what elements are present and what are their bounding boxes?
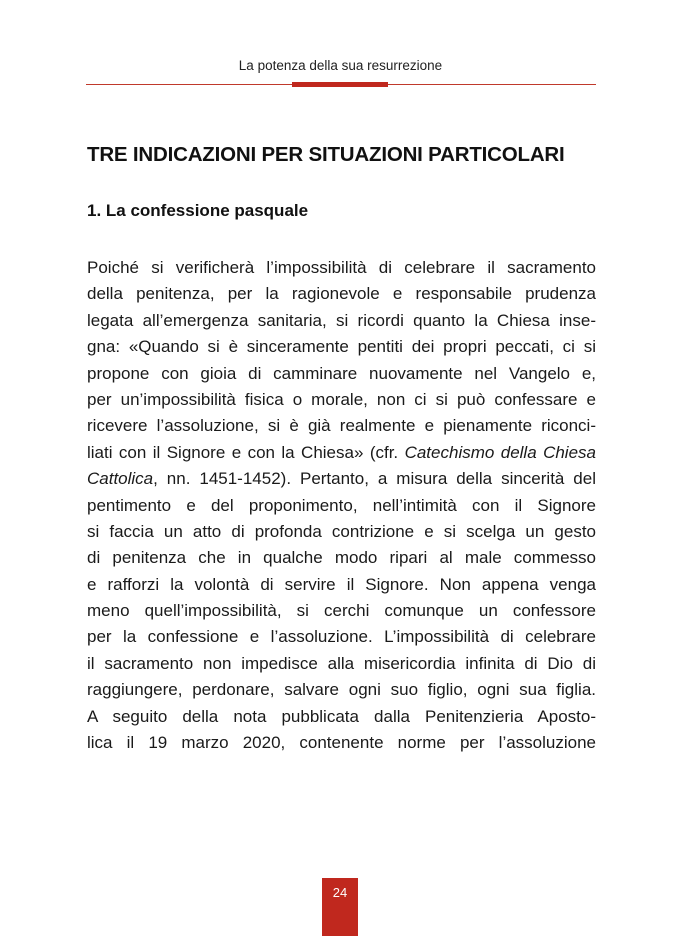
body-line: per un’impossibilità fisica o morale, non ci si può confessare e (87, 389, 596, 409)
body-line: propone con gioia di camminare nuovamente nel Vangelo e, (87, 363, 596, 383)
header-rule-accent (292, 82, 388, 87)
subsection-title: 1. La confessione pasquale (87, 201, 309, 220)
body-line-text: , nn. 1451-1452). Pertanto, a misura della sincerità del (153, 469, 596, 489)
body-line-text: liati con il Signore e con la Chiesa» (cfr. (87, 442, 399, 462)
body-line: gna: «Quando si è sinceramente pentiti dei propri peccati, ci si (87, 337, 596, 357)
body-line: ricevere l’assoluzione, si è già realmente e pienamente riconci- (87, 416, 596, 436)
body-line: A seguito della nota pubblicata dalla Penitenzieria Aposto- (87, 706, 596, 726)
body-line (87, 440, 596, 466)
body-line (87, 466, 596, 492)
running-header: La potenza della sua resurrezione (238, 58, 443, 73)
body-line: raggiungere, perdonare, salvare ogni suo figlio, ogni sua figlia. (87, 680, 596, 700)
page-number: 24 (322, 878, 358, 936)
body-line: il sacramento non impedisce alla misericordia infinita di Dio di (87, 653, 596, 673)
body-line: si faccia un atto di profonda contrizione e si scelga un gesto (87, 521, 596, 541)
body-line: della penitenza, per la ragionevole e responsabile prudenza (87, 284, 596, 304)
body-text (87, 255, 596, 756)
book-title-italic: Cattolica (87, 469, 154, 489)
body-line: Poiché si verificherà l’impossibilità di celebrare il sacramento (87, 258, 596, 277)
body-line: per la confessione e l’assoluzione. L’impossibilità di celebrare (87, 627, 596, 647)
body-line: legata all’emergenza sanitaria, si ricordi quanto la Chiesa inse- (87, 310, 596, 330)
body-line: lica il 19 marzo 2020, contenente norme per l’assoluzione (87, 733, 596, 753)
body-line: meno quell’impossibilità, si cerchi comunque un confessore (87, 601, 596, 621)
body-line: pentimento e del proponimento, nell’intimità con il Signore (87, 495, 596, 515)
body-line: di penitenza che in qualche modo ripari al male commesso (87, 548, 596, 568)
section-title: TRE INDICAZIONI PER SITUAZIONI PARTICOLARI (87, 143, 565, 166)
body-line: e rafforzi la volontà di servire il Signore. Non appena venga (87, 574, 596, 594)
book-title-italic: Catechismo della Chiesa (404, 442, 596, 462)
